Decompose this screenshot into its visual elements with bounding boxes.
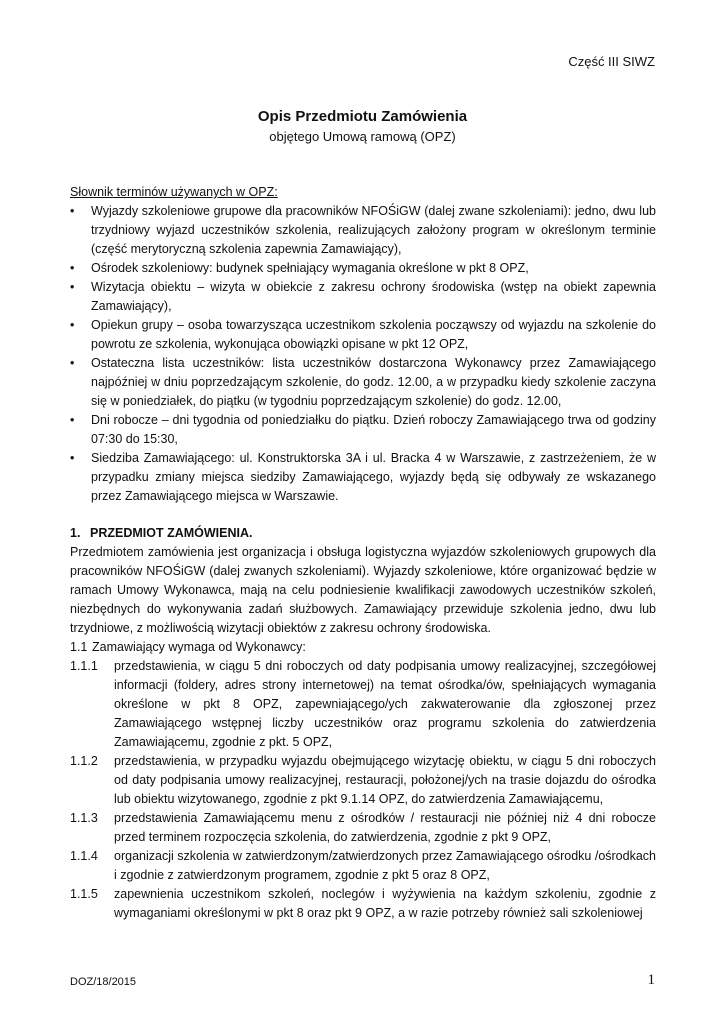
bullet-icon: • <box>70 261 75 275</box>
page-number: 1 <box>647 972 655 988</box>
header-part-label: Część III SIWZ <box>568 54 655 69</box>
item-number: 1.1.2 <box>70 754 98 768</box>
list-item <box>70 752 656 809</box>
bullet-icon: • <box>70 204 75 218</box>
list-item <box>70 885 656 923</box>
glossary-list <box>70 202 656 506</box>
list-item: • Dni robocze – dni tygodnia od poniedziałku do piątku. Dzień roboczy Zamawiającego trwa od godziny 07:30 do 15:30, <box>70 413 656 446</box>
item-text: przedstawienia, w ciągu 5 dni roboczych od daty podpisania umowy realizacyjnej, szczegółowej informacji (foldery, adres strony internetowej) na temat ośrodka/ów, spełniających wymagania określone w pkt 8 OPZ, zapewniającego/ych zakwaterowanie dla zgłoszonej przez Zamawiającego wstępnej liczby uczestników oraz programu szkolenia do zatwierdzenia Zamawiającemu, zgodnie z pkt. 5 OPZ, <box>114 659 656 749</box>
document-subtitle: objętego Umową ramową (OPZ) <box>269 129 456 144</box>
requirements-list <box>70 657 656 923</box>
bullet-icon: • <box>70 413 75 427</box>
item-number: 1.1.3 <box>70 811 98 825</box>
item-text: przedstawienia Zamawiającemu menu z ośrodków / restauracji nie później niż 4 dni robocze przed terminem rozpoczęcia szkolenia, do zatwierdzenia, zgodnie z pkt 9 OPZ, <box>114 811 656 844</box>
item-number: 1.1.5 <box>70 887 98 901</box>
section-title: PRZEDMIOT ZAMÓWIENIA. <box>90 526 253 540</box>
item-text: organizacji szkolenia w zatwierdzonym/zatwierdzonych przez Zamawiającego ośrodku /ośrodkach i zgodnie z zatwierdzonym programem, zgodnie z pkt 5 oraz 8 OPZ, <box>114 849 656 882</box>
subsection-heading <box>70 638 656 657</box>
list-item <box>70 809 656 847</box>
bullet-icon: • <box>70 280 75 294</box>
item-number: 1.1.1 <box>70 659 98 673</box>
section-number: 1. <box>70 526 81 540</box>
subsection-number: 1.1 <box>70 640 88 654</box>
list-item: • Ostateczna lista uczestników: lista uczestników dostarczona Wykonawcy przez Zamawiającego najpóźniej w dniu poprzedzającym szkolenie, do godz. 12.00, a w przypadku kiedy szkolenie zaczyna się w poniedziałek, do piątku (w tygodniu poprzedzającym szkolenie) do godz. 12.00, <box>70 356 656 408</box>
list-item: • Wyjazdy szkoleniowe grupowe dla pracowników NFOŚiGW (dalej zwane szkoleniami): jedno, dwu lub trzydniowy wyjazd uczestników szkolenia, realizujących założony program w określonym terminie (część merytoryczną szkolenia zapewnia Zamawiający), <box>70 204 656 256</box>
bullet-icon: • <box>70 318 75 332</box>
item-text: przedstawienia, w przypadku wyjazdu obejmującego wizytację obiektu, w ciągu 5 dni roboczych od daty podpisania umowy realizacyjnej, restauracji, położonej/ych na trasie dojazdu do ośrodka lub obiektu wizytowanego, zgodnie z pkt 9.1.14 OPZ, do zatwierdzenia Zamawiającemu, <box>114 754 656 806</box>
list-item: • Wizytacja obiektu – wizyta w obiekcie z zakresu ochrony środowiska (wstęp na obiekt zapewnia Zamawiający), <box>70 280 656 313</box>
list-item <box>70 847 656 885</box>
list-item: • Opiekun grupy – osoba towarzysząca uczestnikom szkolenia począwszy od wyjazdu na szkolenie do powrotu ze szkolenia, wykonująca obowiązki opisane w pkt 12 OPZ, <box>70 318 656 351</box>
bullet-icon: • <box>70 356 75 370</box>
list-item: • Siedziba Zamawiającego: ul. Konstruktorska 3A i ul. Bracka 4 w Warszawie, z zastrzeżeniem, że w przypadku zmiany miejsca siedziby Zamawiającego, wyjazdy będą się odbywały ze wskazanego przez Zamawiającego miejsca w Warszawie. <box>70 451 656 503</box>
section-paragraph: Przedmiotem zamówienia jest organizacja i obsługa logistyczna wyjazdów szkoleniowych grupowych dla pracowników NFOŚiGW (dalej zwanych szkoleniami). Wyjazdy szkoleniowe, które organizować będzie w ramach Umowy Wykonawca, mają na celu podniesienie kwalifikacji zawodowych uczestników szkoleń, niezbędnych do wykonywania zadań służbowych. Zamawiający przewiduje szkolenia jedno, dwu lub trzydniowe, z możliwością wizytacji obiektów z zakresu ochrony środowiska. <box>70 545 656 635</box>
list-item: • Ośrodek szkoleniowy: budynek spełniający wymagania określone w pkt 8 OPZ, <box>70 259 656 278</box>
section-heading <box>70 524 656 543</box>
document-title: Opis Przedmiotu Zamówienia <box>257 108 468 125</box>
glossary-heading: Słownik terminów używanych w OPZ: <box>70 185 278 199</box>
item-number: 1.1.4 <box>70 849 98 863</box>
item-text: zapewnienia uczestnikom szkoleń, noclegów i wyżywienia na każdym szkoleniu, zgodnie z wymaganiami określonymi w pkt 8 oraz pkt 9 OPZ, a w razie potrzeby również sali szkoleniowej <box>114 887 656 920</box>
footer-doc-id: DOZ/18/2015 <box>70 976 137 988</box>
subsection-text: Zamawiający wymaga od Wykonawcy: <box>92 640 306 654</box>
list-item <box>70 657 656 752</box>
document-body <box>70 183 656 923</box>
bullet-icon: • <box>70 451 75 465</box>
